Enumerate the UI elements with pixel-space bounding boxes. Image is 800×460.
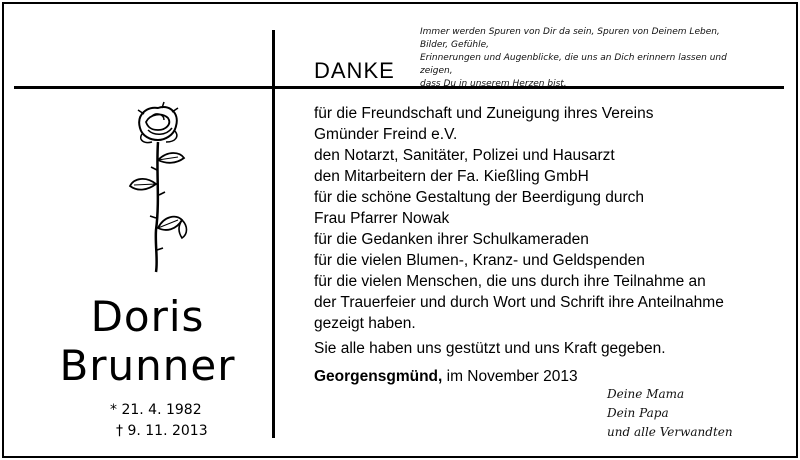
quote-line: dass Du in unserem Herzen bist.: [420, 79, 567, 89]
heading-danke: DANKE: [314, 58, 395, 83]
thanks-line: für die Gedanken ihrer Schulkameraden: [314, 231, 589, 248]
thanks-line: Gmünder Freind e.V.: [314, 126, 458, 143]
deceased-last-name: Brunner: [59, 341, 236, 390]
thanks-line: der Trauerfeier und durch Wort und Schrift ihre Anteilnahme: [314, 294, 724, 311]
birth-date: * 21. 4. 1982: [110, 402, 202, 418]
quote-line: Erinnerungen und Augenblicke, die uns an Dich erinnern lassen und zeigen,: [420, 53, 727, 76]
quote-line: Immer werden Spuren von Dir da sein, Spuren von Deinem Leben, Bilder, Gefühle,: [420, 27, 720, 50]
rose-icon: [118, 100, 198, 275]
cross-vertical-line: [272, 30, 275, 438]
signature-line: und alle Verwandten: [607, 425, 733, 439]
memorial-quote: [420, 26, 750, 91]
thanks-line: den Mitarbeitern der Fa. Kießling GmbH: [314, 168, 589, 185]
place-month: im November 2013: [442, 368, 578, 385]
place-town: Georgensgmünd,: [314, 368, 443, 385]
signature-line: Dein Papa: [607, 406, 669, 420]
deceased-first-name: Doris: [90, 292, 205, 341]
closing-line: Sie alle haben uns gestützt und uns Kraft gegeben.: [314, 340, 666, 357]
place-date: [314, 368, 578, 386]
thanks-line: gezeigt haben.: [314, 315, 416, 332]
thanks-line: für die vielen Menschen, die uns durch ihre Teilnahme an: [314, 273, 706, 290]
thanks-line: für die schöne Gestaltung der Beerdigung durch: [314, 189, 645, 206]
thanks-line: für die vielen Blumen-, Kranz- und Geldspenden: [314, 252, 645, 269]
thanks-list: [314, 103, 784, 334]
life-dates: [110, 400, 208, 442]
signature-line: Deine Mama: [607, 387, 685, 401]
thanks-line: Frau Pfarrer Nowak: [314, 210, 450, 227]
thanks-line: den Notarzt, Sanitäter, Polizei und Hausarzt: [314, 147, 615, 164]
signatures: [607, 385, 733, 442]
thanks-line: für die Freundschaft und Zuneigung ihres Vereins: [314, 105, 654, 122]
death-date: † 9. 11. 2013: [116, 423, 208, 439]
